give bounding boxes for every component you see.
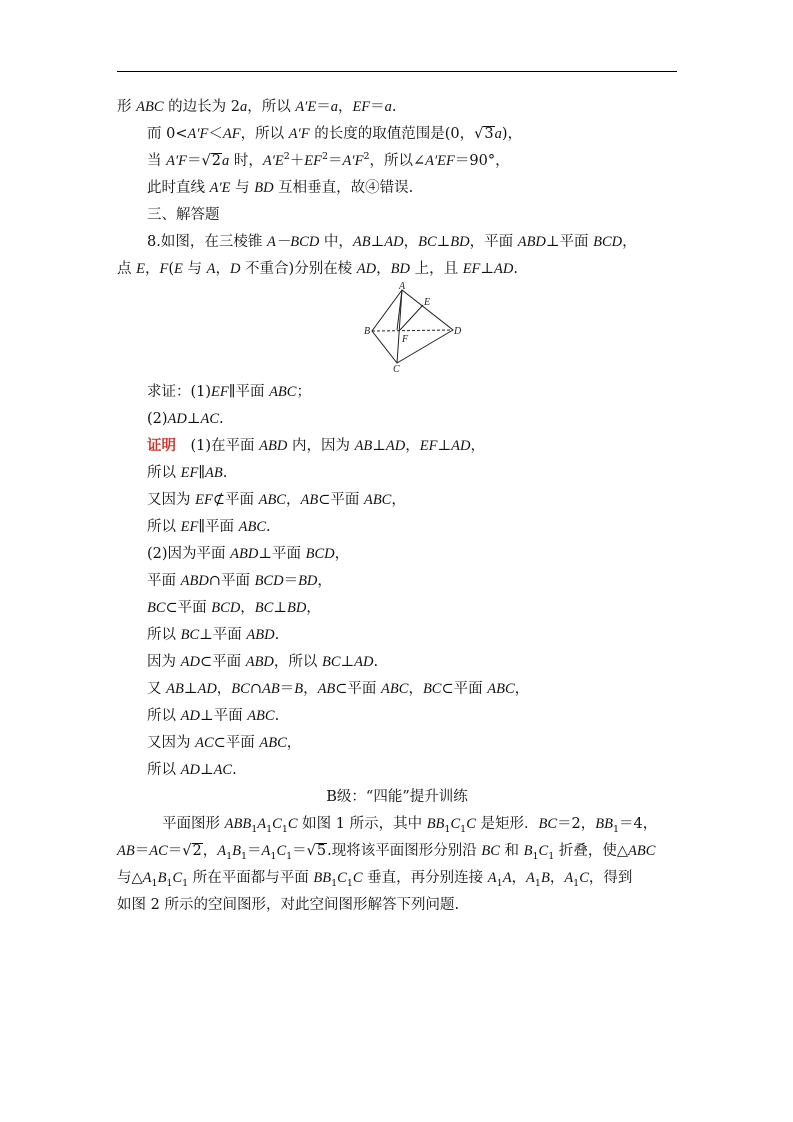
proof-line-4: 所以 EF∥平面 ABC.	[147, 519, 271, 535]
proof-line-10: 又 AB⊥AD，BC∩AB＝B，AB⊂平面 ABC，BC⊂平面 ABC，	[147, 681, 530, 697]
proof-line-11: 所以 AD⊥平面 ABC.	[147, 708, 280, 724]
tetrahedron-outline	[372, 290, 453, 363]
proof-line-9: 因为 AD⊂平面 ABD，所以 BC⊥AD.	[147, 654, 379, 670]
label-a: A	[399, 281, 406, 292]
section-heading: 三、解答题	[147, 207, 220, 223]
label-c: C	[393, 364, 400, 375]
sqrt-3: √3	[474, 126, 494, 142]
text-line-2: 而 0<A′F＜AF，所以 A′F 的长度的取值范围是(0，√3a)，	[147, 126, 522, 142]
proof-label: 证明	[147, 437, 176, 454]
sqrt-2: √2	[201, 153, 221, 169]
text-line-4: 此时直线 A′E 与 BD 互相垂直，故④错误.	[147, 180, 414, 196]
prove-statement-1: 求证：(1)EF∥平面 ABC；	[147, 384, 311, 400]
proof-line-5: (2)因为平面 ABD⊥平面 BCD，	[147, 546, 350, 562]
prove-statement-2: (2)AD⊥AC.	[147, 411, 224, 427]
edge-bd-dashed	[372, 330, 453, 331]
problem-b-line-1: 平面图形 $ABB_1A_1C_1C$ 如图 1 所示，其中 $BB_1C_1C$ 是矩形．BC＝2，$BB_1=4$，	[162, 816, 658, 835]
tetrahedron-figure	[360, 281, 462, 375]
problem-b-line-4: 如图 2 所示的空间图形，对此空间图形解答下列问题.	[117, 897, 460, 913]
label-e: E	[424, 297, 431, 308]
proof-line-6: 平面 ABD∩平面 BCD＝BD，	[147, 573, 332, 589]
header-rule	[117, 71, 677, 72]
proof-line-13: 所以 AD⊥AC.	[147, 762, 237, 778]
problem-b-line-2: AB＝AC＝√2，$A_1B_1=A_1C_1=√5$.现将该平面图形分别沿 BC 和 $B_1C_1$ 折叠，使△ABC	[117, 843, 656, 862]
label-d: D	[454, 326, 462, 337]
label-f: F	[402, 334, 409, 345]
text-line-1: 形 ABC 的边长为 2a，所以 A′E＝a，EF＝a.	[117, 99, 397, 115]
proof-line-2: 所以 EF∥AB.	[147, 465, 228, 481]
problem-8-line-2: 点 E，F(E 与 A，D 不重合)分别在棱 AD，BD 上，且 EF⊥AD.	[117, 261, 518, 277]
proof-line-1: 证明 (1)在平面 ABD 内，因为 AB⊥AD，EF⊥AD，	[147, 437, 485, 454]
label-b: B	[364, 326, 371, 337]
proof-line-7: BC⊂平面 BCD，BC⊥BD，	[147, 600, 321, 616]
text-line-3: 当 A′F＝√2a 时，$A'E^2+EF^2=A'F^2$，所以∠A′EF＝90°，	[147, 151, 510, 169]
sqrt-5: √5	[306, 843, 327, 859]
problem-b-line-3: 与$\triangle A_1B_1C_1$ 所在平面都与平面 $BB_1C_1C$ 垂直，再分别连接 $A_1A$，$A_1B$，$A_1C$，得到	[117, 870, 633, 889]
level-b-heading: B级：“四能”提升训练	[326, 789, 468, 805]
problem-8-line-1: 8.如图，在三棱锥 A－BCD 中，AB⊥AD，BC⊥BD，平面 ABD⊥平面 BCD，	[147, 234, 637, 250]
proof-line-12: 又因为 AC⊂平面 ABC，	[147, 735, 302, 751]
sqrt-2-b: √2	[182, 843, 202, 859]
proof-line-3: 又因为 EF⊄平面 ABC，AB⊂平面 ABC，	[147, 492, 406, 508]
segment-ef	[400, 305, 423, 330]
proof-line-8: 所以 BC⊥平面 ABD.	[147, 627, 280, 643]
